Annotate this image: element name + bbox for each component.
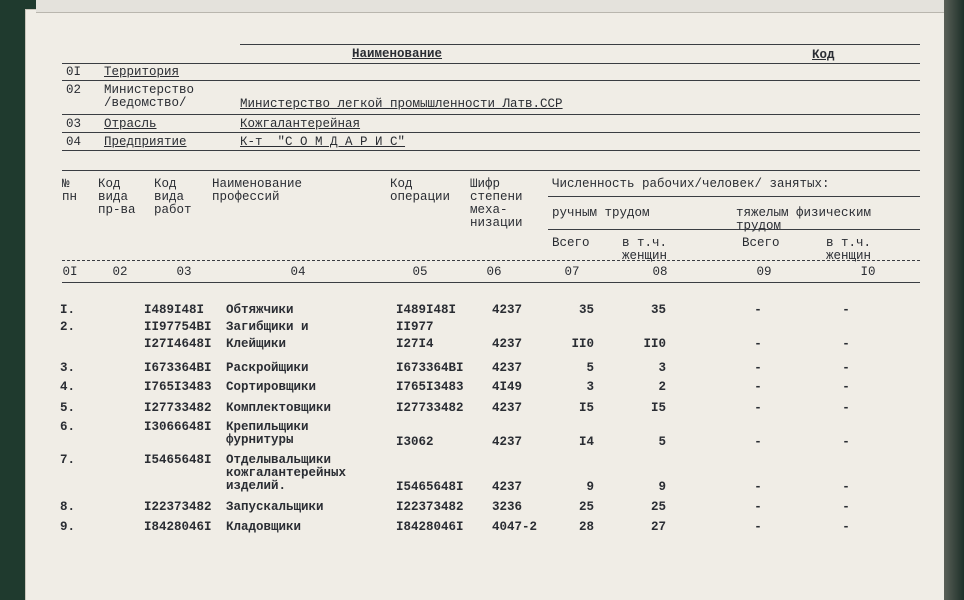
row-10-op-code: I8428046I [396,520,464,534]
row-3-op-code: I27I4 [396,337,434,351]
row-4-op-code: I673364BI [396,361,464,375]
row-3-heavy-women: - [842,337,850,351]
row-6-manual-total: I5 [578,401,594,415]
row-7-mech: 4237 [492,435,523,449]
col-header-work-code: Код вида работ [154,177,192,217]
row-1-manual-women: 35 [650,303,666,317]
col-number-06: 06 [486,265,502,279]
col-header-headcount: Численность рабочих/человек/ занятых: [552,177,830,191]
row-3-manual-total: II0 [571,337,594,351]
row-10-heavy-total: - [754,520,762,534]
row-9-heavy-women: - [842,500,850,514]
row-3-work-code: I27I4648I [144,337,212,351]
col-number-07: 07 [564,265,580,279]
row-4-manual-total: 5 [586,361,594,375]
row-num-branch: 03 [66,117,82,131]
row-2-n: 2. [60,320,76,334]
row-1-op-code: I489I48I [396,303,457,317]
row-8-profession: Отделывальщики кожгалантерейных изделий. [226,453,347,493]
row-8-work-code: I5465648I [144,453,212,467]
row-10-profession: Кладовщики [226,520,302,534]
row-10-work-code: I8428046I [144,520,212,534]
row-5-mech: 4I49 [492,380,523,394]
row-3-manual-women: II0 [643,337,666,351]
row-7-manual-total: I4 [578,435,594,449]
row-9-manual-total: 25 [578,500,594,514]
row-num-enterprise: 04 [66,135,82,149]
row-2-work-code: II97754BI [144,320,212,334]
col-header-heavy-women: в т.ч. женщин [826,236,872,263]
row-6-heavy-women: - [842,401,850,415]
row-5-heavy-women: - [842,380,850,394]
col-number-08: 08 [652,265,668,279]
row-5-heavy-total: - [754,380,762,394]
row-8-manual-women: 9 [658,480,666,494]
value-branch: Кожгалантерейная [240,117,361,131]
label-territory: Территория [104,65,180,79]
row-4-manual-women: 3 [658,361,666,375]
col-number-01: 0I [62,265,78,279]
row-1-n: I. [60,303,76,317]
row-10-heavy-women: - [842,520,850,534]
row-10-manual-total: 28 [578,520,594,534]
row-4-profession: Раскройщики [226,361,309,375]
row-7-work-code: I3066648I [144,420,212,434]
row-9-profession: Запускальщики [226,500,324,514]
col-header-manual-women: в т.ч. женщин [622,236,668,263]
row-num-territory: 0I [66,65,82,79]
row-4-heavy-total: - [754,361,762,375]
row-2-profession: Загибщики и [226,320,309,334]
row-5-profession: Сортировщики [226,380,317,394]
row-9-mech: 3236 [492,500,523,514]
row-3-mech: 4237 [492,337,523,351]
row-3-profession: Клейщики [226,337,287,351]
row-7-op-code: I3062 [396,435,434,449]
row-1-mech: 4237 [492,303,523,317]
row-8-mech: 4237 [492,480,523,494]
row-4-work-code: I673364BI [144,361,212,375]
row-4-n: 3. [60,361,76,375]
row-9-work-code: I22373482 [144,500,212,514]
row-2-op-code: II977 [396,320,434,334]
row-5-op-code: I765I3483 [396,380,464,394]
row-6-profession: Комплектовщики [226,401,332,415]
top-strip [36,0,956,13]
row-1-heavy-women: - [842,303,850,317]
row-8-heavy-total: - [754,480,762,494]
row-5-n: 4. [60,380,76,394]
row-10-n: 9. [60,520,76,534]
row-7-manual-women: 5 [658,435,666,449]
row-8-n: 7. [60,453,76,467]
value-enterprise: К-т "С О М Д А Р И С" [240,135,406,149]
header-code-label: Код [812,48,835,62]
row-8-heavy-women: - [842,480,850,494]
row-9-manual-women: 25 [650,500,666,514]
row-8-op-code: I5465648I [396,480,464,494]
row-7-profession: Крепильщики фурнитуры [226,420,309,447]
row-1-heavy-total: - [754,303,762,317]
row-9-heavy-total: - [754,500,762,514]
row-1-work-code: I489I48I [144,303,205,317]
row-6-heavy-total: - [754,401,762,415]
col-number-10: I0 [860,265,876,279]
col-header-prod-code: Код вида пр-ва [98,177,136,217]
col-header-manual-total: Всего [552,236,590,250]
col-number-09: 09 [756,265,772,279]
header-name-label: Наименование [352,47,443,61]
row-9-n: 8. [60,500,76,514]
row-1-manual-total: 35 [578,303,594,317]
row-9-op-code: I22373482 [396,500,464,514]
row-5-manual-total: 3 [586,380,594,394]
row-7-heavy-women: - [842,435,850,449]
label-branch: Отрасль [104,117,157,131]
value-ministry: Министерство легкой промышленности Латв.ССР [240,97,563,111]
row-1-profession: Обтяжчики [226,303,294,317]
col-number-02: 02 [112,265,128,279]
row-6-n: 5. [60,401,76,415]
col-number-03: 03 [176,265,192,279]
col-header-heavy-total: Всего [742,236,780,250]
col-header-op-code: Код операции [390,177,451,204]
row-5-work-code: I765I3483 [144,380,212,394]
col-number-05: 05 [412,265,428,279]
row-6-mech: 4237 [492,401,523,415]
row-4-mech: 4237 [492,361,523,375]
col-number-04: 04 [290,265,306,279]
label-enterprise: Предприятие [104,135,187,149]
row-num-ministry: 02 [66,83,82,97]
col-header-manual: ручным трудом [552,206,650,220]
row-4-heavy-women: - [842,361,850,375]
label-ministry: Министерство /ведомство/ [104,83,195,110]
row-6-op-code: I27733482 [396,401,464,415]
row-7-heavy-total: - [754,435,762,449]
row-8-manual-total: 9 [586,480,594,494]
col-header-mech: Шифр степени меха- низации [470,177,523,230]
row-6-work-code: I27733482 [144,401,212,415]
col-header-profession: Наименование профессий [212,177,303,204]
binding-edge [944,0,964,600]
row-7-n: 6. [60,420,76,434]
col-header-num: № пн [62,177,78,204]
row-10-manual-women: 27 [650,520,666,534]
col-header-heavy: тяжелым физическим трудом [736,206,872,233]
row-10-mech: 4047-2 [492,520,538,534]
row-6-manual-women: I5 [650,401,666,415]
row-3-heavy-total: - [754,337,762,351]
row-5-manual-women: 2 [658,380,666,394]
